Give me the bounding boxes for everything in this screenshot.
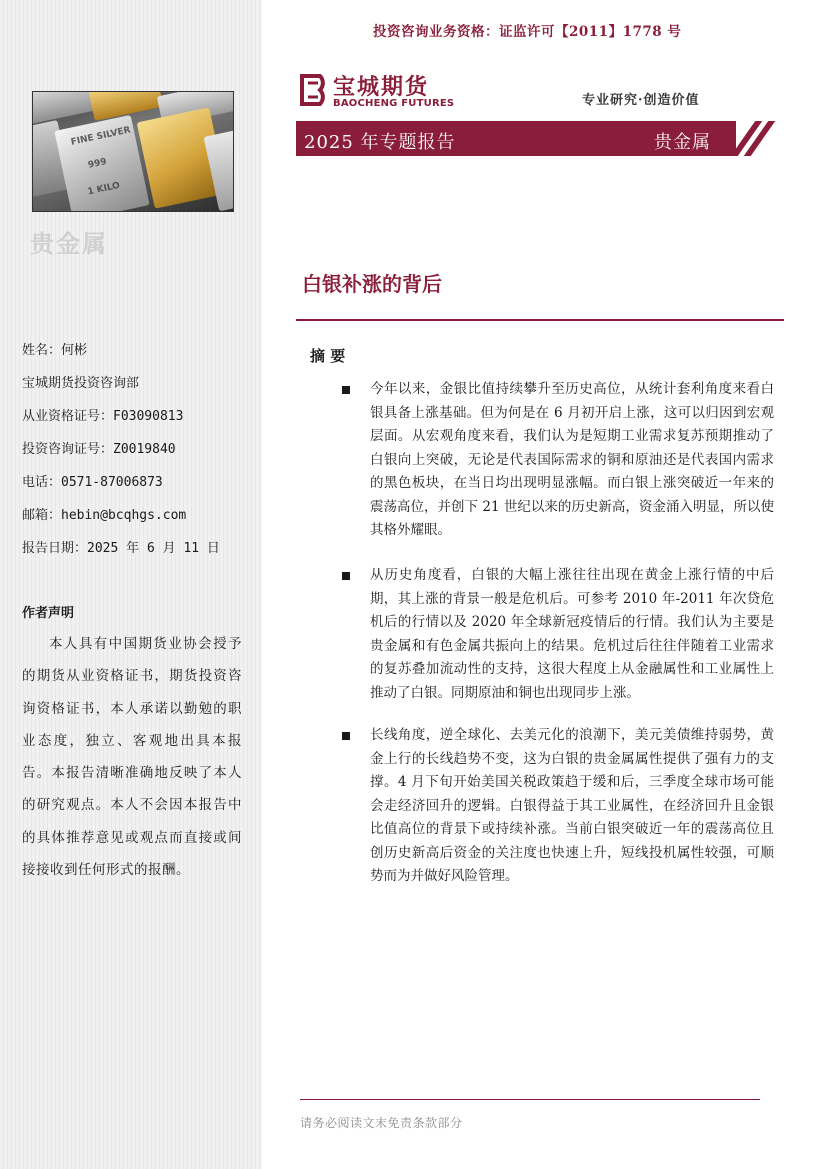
brand-name-en: BAOCHENG FUTURES: [333, 98, 455, 109]
qualification-number: 从业资格证号：F03090813: [22, 409, 184, 424]
sidebar: [0, 0, 262, 1169]
abstract-paragraph: 从历史角度看，白银的大幅上涨往往出现在黄金上涨行情的中后期，其上涨的背景一般是危机后。可参考 2010 年-2011 年次贷危机后的行情以及 2020 年全球新冠疫情后的行情。我们认为主要是贵金属和有色金属共振向上的结果。危机过后往往伴随着工业需求的复苏叠加流动性的支持，这很大程度上从金融属性和工业属性上推动了白银。同期原油和铜也出现同步上涨。: [370, 567, 774, 701]
license-text: 投资咨询业务资格：证监许可【2011】1778 号: [373, 24, 682, 40]
silver-bar-image: [32, 91, 96, 125]
report-type: 2025 年专题报告: [304, 132, 456, 153]
brand-name: 宝城期货: [333, 74, 430, 100]
abstract-paragraph: 今年以来，金银比值持续攀升至历史高位，从统计套利角度来看白银具备上涨基础。但为何是在 6 月初开启上涨，这可以归因到宏观层面。从宏观角度来看，我们认为是短期工业需求复苏预期推动了白银向上突破，无论是代表国际需求的铜和原油还是代表国内需求的黑色板块，在当日均出现明显涨幅。而白银上涨突破近一年来的震荡高位，并创下 21 世纪以来的历史新高，资金涌入明显，所以使其格外耀眼。: [370, 381, 774, 538]
title-divider: [296, 319, 784, 321]
report-date: 报告日期：2025 年 6 月 11 日: [22, 541, 220, 556]
slogan: 专业研究·创造价值: [582, 93, 700, 108]
department: 宝城期货投资咨询部: [22, 376, 140, 391]
bullet-square-icon: [342, 386, 350, 394]
footer-disclaimer: 请务必阅读文末免责条款部分: [300, 1116, 463, 1130]
footer-divider: [300, 1099, 760, 1100]
sidebar-category-watermark: 贵金属: [30, 230, 108, 258]
email: 邮箱：hebin@bcqhgs.com: [22, 508, 187, 523]
bar-stamp: FINE SILVER: [70, 125, 132, 148]
phone: 电话：0571-87006873: [22, 475, 163, 490]
bar-stamp: 1 KILO: [86, 180, 121, 198]
consulting-number: 投资咨询证号：Z0019840: [22, 442, 176, 457]
abstract-paragraph: 长线角度，逆全球化、去美元化的浪潮下，美元美债维持弱势，黄金上行的长线趋势不变，这为白银的贵金属属性提供了强有力的支撑。4 月下旬开始美国关税政策趋于缓和后，三季度全球市场可能会走经济回升的逻辑。白银得益于其工业属性，在经济回升且金银比值高位的背景下或持续补涨。当前白银突破近一年的震荡高位且创历史新高后资金的关注度也快速上升，短线投机属性较强，可顺势而为并做好风险管理。: [370, 727, 774, 884]
bullet-square-icon: [342, 732, 350, 740]
declaration-text: 本人具有中国期货业协会授予的期货从业资格证书，期货投资咨询资格证书，本人承诺以勤勉的职业态度，独立、客观地出具本报告。本报告清晰准确地反映了本人的研究观点。本人不会因本报告中的具体推荐意见或观点而直接或间接接收到任何形式的报酬。: [22, 636, 242, 879]
report-category: 贵金属: [654, 132, 711, 153]
cover-image-precious-metal-bars: [32, 91, 234, 212]
silver-bar-image: [54, 115, 149, 212]
abstract-heading: 摘 要: [310, 347, 346, 365]
bar-stamp: 999: [87, 157, 108, 171]
report-title: 白银补涨的背后: [302, 272, 442, 296]
bullet-square-icon: [342, 572, 350, 580]
declaration-title: 作者声明: [22, 606, 75, 621]
author-name: 姓名：何彬: [22, 343, 88, 358]
baocheng-logo-icon: [298, 72, 332, 108]
